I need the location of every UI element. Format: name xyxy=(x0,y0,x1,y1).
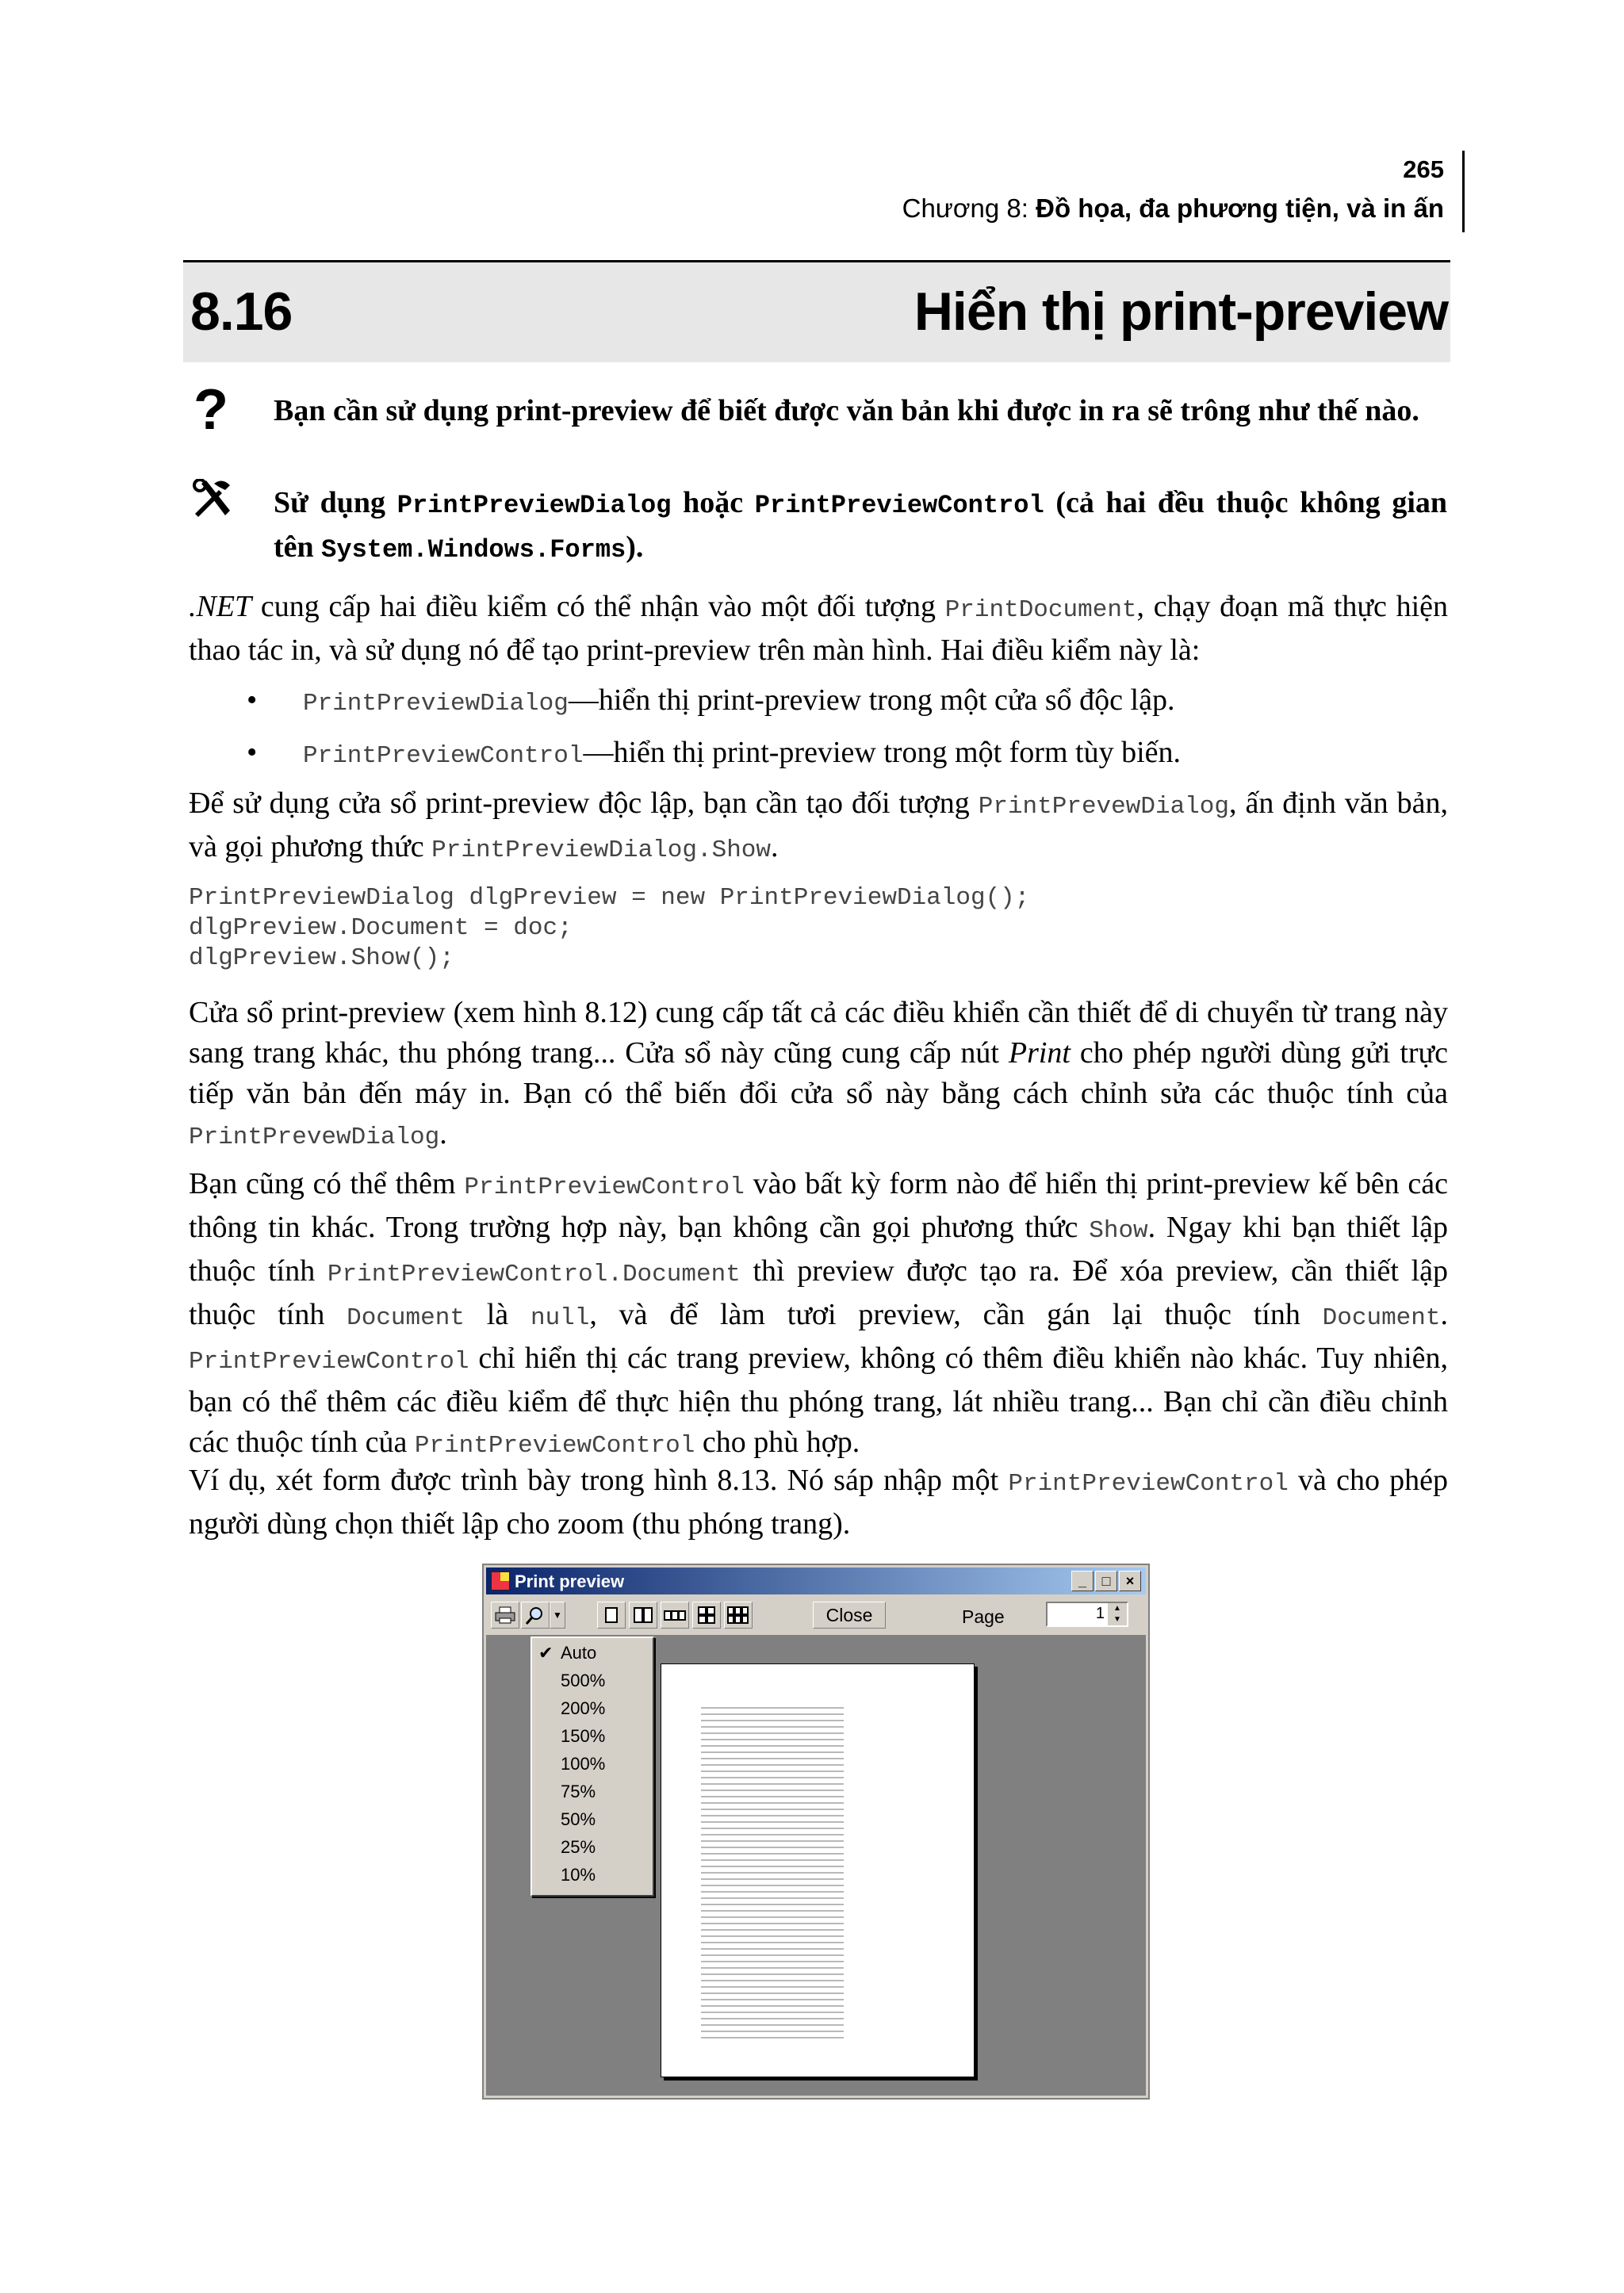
paragraph-dialog: Để sử dụng cửa sổ print-preview độc lập, bạn cần tạo đối tượng PrintPrevewDialog, ấn định văn bản, và gọi phương thức PrintPreviewDialog.Show. xyxy=(189,787,1448,864)
close-icon[interactable]: × xyxy=(1119,1571,1141,1591)
printer-icon[interactable] xyxy=(491,1602,519,1629)
paragraph-window: Cửa sổ print-preview (xem hình 8.12) cung cấp tất cả các điều khiển cần thiết để di chuyển từ trang này sang trang khác, thu phóng trang... Cửa sổ này cũng cung cấp nút Print cho phép người dùng gửi trực tiếp văn bản đến máy in. Bạn có thể biến đổi cửa sổ này bằng cách chỉnh sửa các thuộc tính của PrintPrevewDialog. xyxy=(189,996,1448,1151)
page-value: 1 xyxy=(1095,1605,1105,1622)
problem-statement: Bạn cần sử dụng print-preview để biết được văn bản khi được in ra sẽ trông như thế nào. xyxy=(274,394,1419,427)
zoom-option[interactable]: 200% xyxy=(561,1698,606,1718)
zoom-option[interactable]: 100% xyxy=(561,1754,606,1774)
chapter-label: Chương 8: xyxy=(902,193,1036,223)
close-button[interactable]: Close xyxy=(813,1602,886,1629)
spin-arrows-icon[interactable]: ▲ ▼ xyxy=(1108,1603,1127,1625)
preview-text-lines xyxy=(701,1707,844,2040)
app-icon xyxy=(491,1571,510,1591)
zoom-icon[interactable] xyxy=(521,1602,550,1629)
four-pages-icon[interactable] xyxy=(692,1602,721,1629)
check-icon: ✔ xyxy=(538,1643,553,1663)
one-page-icon[interactable] xyxy=(597,1602,626,1629)
zoom-option[interactable]: 75% xyxy=(561,1782,596,1801)
window-title: Print preview xyxy=(515,1571,625,1591)
zoom-option[interactable]: 25% xyxy=(561,1837,596,1857)
zoom-option[interactable]: 50% xyxy=(561,1809,596,1829)
header-rule xyxy=(1462,151,1465,232)
chevron-down-icon[interactable]: ▼ xyxy=(550,1602,565,1629)
minimize-icon[interactable]: _ xyxy=(1071,1571,1094,1591)
page-label: Page xyxy=(962,1606,1005,1627)
paragraph-example: Ví dụ, xét form được trình bày trong hình 8.13. Nó sáp nhập một PrintPreviewControl và cho phép người dùng chọn thiết lập cho zoom (thu phóng trang). xyxy=(189,1464,1448,1541)
title-bar xyxy=(486,1568,1146,1594)
tools-icon xyxy=(190,479,236,521)
zoom-option[interactable]: Auto xyxy=(561,1643,597,1663)
page-number: 265 xyxy=(1403,155,1444,183)
chapter-header xyxy=(902,193,1444,224)
zoom-option[interactable]: 150% xyxy=(561,1726,606,1746)
question-mark-icon: ? xyxy=(193,378,228,442)
zoom-menu xyxy=(530,1636,654,1897)
page-stepper[interactable] xyxy=(1046,1602,1128,1627)
paragraph-control: Bạn cũng có thể thêm PrintPreviewControl vào bất kỳ form nào để hiển thị print-preview kế bên các thông tin khác. Trong trường hợp này, bạn không cần gọi phương thức Show. Ngay khi bạn thiết lập thuộc tính PrintPreviewControl.Document thì preview được tạo ra. Để xóa preview, cần thiết lập thuộc tính Document là null, và để làm tươi preview, cần gán lại thuộc tính Document. PrintPreviewControl chỉ hiển thị các trang preview, không có thêm điều khiển nào khác. Tuy nhiên, bạn có thể thêm các điều kiểm để thực hiện thu phóng trang, lát nhiều trang... Bạn chỉ cần điều chỉnh các thuộc tính của PrintPreviewControl cho phù hợp. xyxy=(189,1167,1448,1460)
six-pages-icon[interactable] xyxy=(724,1602,753,1629)
preview-page xyxy=(661,1663,975,2077)
print-preview-window xyxy=(482,1564,1150,2100)
bullet-dot: • xyxy=(247,736,258,769)
chapter-title: Đồ họa, đa phương tiện, và in ấn xyxy=(1036,193,1444,223)
maximize-icon[interactable]: □ xyxy=(1095,1571,1117,1591)
three-pages-icon[interactable] xyxy=(661,1602,689,1629)
paragraph-intro: .NET cung cấp hai điều kiểm có thể nhận vào một đối tượng PrintDocument, chạy đoạn mã thực hiện thao tác in, và sử dụng nó để tạo print-preview trên màn hình. Hai điều kiểm này là: xyxy=(189,590,1448,667)
bullet-dot: • xyxy=(247,683,258,717)
code-block: PrintPreviewDialog dlgPreview = new PrintPreviewDialog(); dlgPreview.Document = doc; dlgPreview.Show(); xyxy=(189,884,1030,972)
zoom-option[interactable]: 10% xyxy=(561,1865,596,1885)
section-title: Hiển thị print-preview xyxy=(914,281,1448,342)
toolbar xyxy=(486,1597,1146,1632)
section-number: 8.16 xyxy=(190,281,293,342)
two-pages-icon[interactable] xyxy=(629,1602,657,1629)
preview-area[interactable] xyxy=(486,1635,1146,2096)
zoom-option[interactable]: 500% xyxy=(561,1671,606,1690)
solution-statement: Sử dụng PrintPreviewDialog hoặc PrintPreviewControl (cả hai đều thuộc không gian tên System.Windows.Forms). xyxy=(274,486,1448,565)
